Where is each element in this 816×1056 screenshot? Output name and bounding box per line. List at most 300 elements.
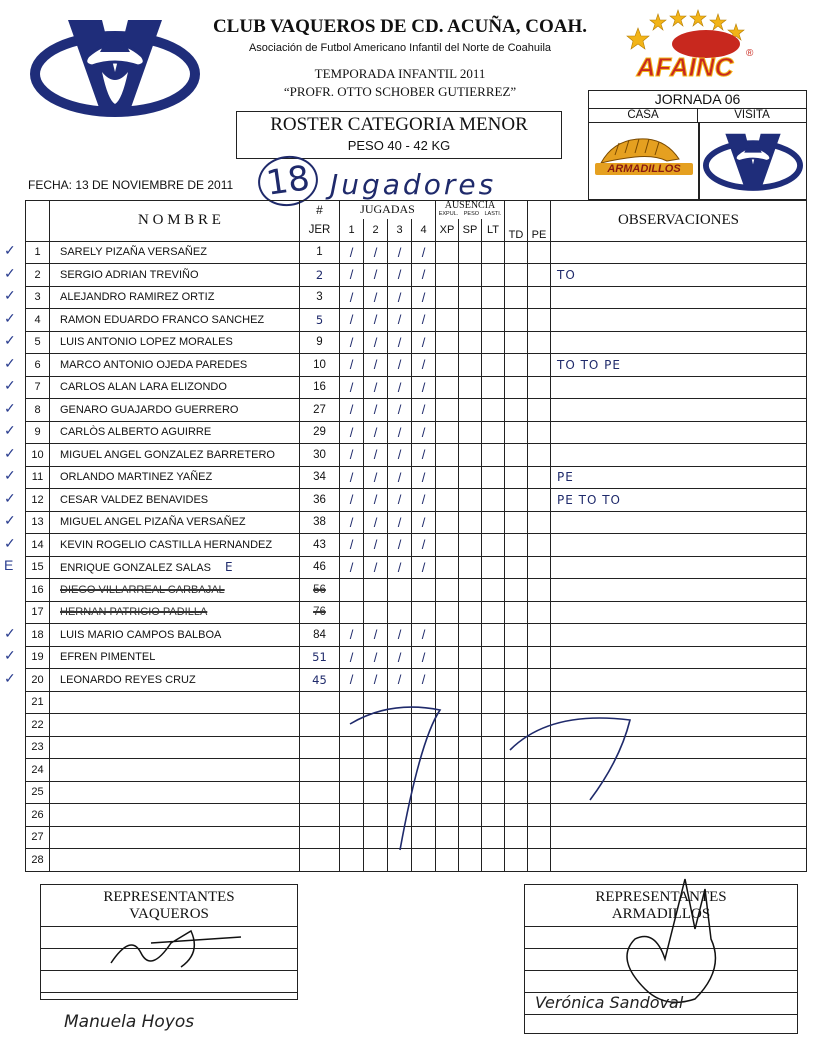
- jugada-3-cell: /: [388, 624, 412, 647]
- ausencia-cell: [482, 534, 505, 557]
- ausencia-cell: [528, 309, 551, 332]
- jugada-3-cell: /: [388, 376, 412, 399]
- ausencia-cell: [505, 376, 528, 399]
- ausencia-cell: [528, 646, 551, 669]
- jugada-3-cell: /: [388, 646, 412, 669]
- check-icon: ✓: [4, 422, 16, 438]
- jer-header: JER: [300, 219, 340, 242]
- jugada-4-header: 4: [412, 219, 436, 242]
- ausencia-cell: [459, 444, 482, 467]
- jersey-number: 30: [300, 444, 340, 467]
- armadillos-wordmark: ARMADILLOS: [595, 163, 693, 175]
- honoree-name: “PROFR. OTTO SCHOBER GUTIERREZ”: [283, 84, 517, 99]
- player-count-handwritten: 18: [255, 152, 321, 210]
- check-icon: ✓: [4, 624, 16, 641]
- player-name: [50, 691, 300, 714]
- observaciones-cell: PE: [551, 466, 807, 489]
- ausencia-cell: [528, 579, 551, 602]
- jugada-4-cell: /: [412, 489, 436, 512]
- jersey-number: 10: [300, 354, 340, 377]
- players-word-handwritten: Jugadores: [330, 168, 497, 201]
- player-name: LEONARDO REYES CRUZ: [50, 669, 300, 692]
- table-row: [26, 556, 807, 579]
- ausencia-cell: [482, 601, 505, 624]
- ausencia-cell: [459, 579, 482, 602]
- jugada-3-cell: /: [388, 511, 412, 534]
- jugada-1-cell: /: [340, 444, 364, 467]
- jornada-title: JORNADA 06: [589, 91, 806, 109]
- jugada-1-cell: /: [340, 646, 364, 669]
- row-number: 11: [26, 466, 50, 489]
- observaciones-cell: [551, 309, 807, 332]
- ausencia-cell: [459, 309, 482, 332]
- jugada-4-cell: /: [412, 444, 436, 467]
- afainc-logo: [618, 8, 758, 88]
- player-name: [50, 849, 300, 872]
- ausencia-cell: [459, 534, 482, 557]
- ausencia-cell: [459, 466, 482, 489]
- ausencia-cell: [436, 534, 459, 557]
- ausencia-cell: [505, 399, 528, 422]
- jugada-4-cell: /: [412, 399, 436, 422]
- player-name: LUIS ANTONIO LOPEZ MORALES: [50, 331, 300, 354]
- ausencia-cell: [459, 489, 482, 512]
- table-row: [26, 421, 807, 444]
- vaqueros-small-logo: [703, 127, 803, 197]
- row-number: 17: [26, 601, 50, 624]
- ausencia-cell: [459, 669, 482, 692]
- jersey-number: 1: [300, 241, 340, 264]
- jugada-4-cell: /: [412, 534, 436, 557]
- ausencia-cell: [528, 534, 551, 557]
- ausencia-cell: [528, 556, 551, 579]
- jugada-2-cell: /: [364, 264, 388, 287]
- observaciones-cell: [551, 399, 807, 422]
- table-row: [26, 466, 807, 489]
- player-name: CESAR VALDEZ BENAVIDES: [50, 489, 300, 512]
- jugada-3-cell: /: [388, 534, 412, 557]
- row-number: 10: [26, 444, 50, 467]
- jugada-1-cell: /: [340, 264, 364, 287]
- jugada-3-header: 3: [388, 219, 412, 242]
- ausencia-cell: [482, 511, 505, 534]
- player-name: [50, 714, 300, 737]
- ausencia-cell: [528, 466, 551, 489]
- jugada-4-cell: /: [412, 624, 436, 647]
- ausencia-cell: [505, 241, 528, 264]
- ausencia-cell: [505, 309, 528, 332]
- check-icon: ✓: [4, 534, 16, 551]
- jugada-1-cell: [340, 579, 364, 602]
- table-row: [26, 646, 807, 669]
- ausencia-cell: [459, 354, 482, 377]
- armadillos-rep-signature-name: Verónica Sandoval: [535, 993, 684, 1012]
- check-icon: ✓: [4, 444, 16, 461]
- jugada-3-cell: /: [388, 489, 412, 512]
- ausencia-cell: [505, 579, 528, 602]
- ausencia-cell: [436, 264, 459, 287]
- ausencia-cell: [528, 421, 551, 444]
- jersey-number: 36: [300, 489, 340, 512]
- ausencia-cell: [459, 331, 482, 354]
- table-row: [26, 534, 807, 557]
- row-number: 12: [26, 489, 50, 512]
- ausencia-cell: [482, 286, 505, 309]
- jersey-number: 46: [300, 556, 340, 579]
- ausencia-cell: [482, 624, 505, 647]
- jugada-2-cell: /: [364, 309, 388, 332]
- jugada-4-cell: /: [412, 331, 436, 354]
- ausencia-cell: [505, 489, 528, 512]
- row-number: 22: [26, 714, 50, 737]
- jugada-2-cell: [364, 579, 388, 602]
- ausencia-cell: [459, 376, 482, 399]
- ausencia-cell: [436, 556, 459, 579]
- ausencia-cell: [459, 421, 482, 444]
- jugada-2-cell: /: [364, 489, 388, 512]
- armadillos-signature-box: [524, 884, 798, 1034]
- player-name: [50, 781, 300, 804]
- xp-header: XP: [436, 219, 459, 242]
- observaciones-cell: [551, 646, 807, 669]
- jugada-2-cell: /: [364, 354, 388, 377]
- row-number: 19: [26, 646, 50, 669]
- observaciones-cell: [551, 421, 807, 444]
- row-number: 20: [26, 669, 50, 692]
- row-number: 5: [26, 331, 50, 354]
- jugada-3-cell: /: [388, 241, 412, 264]
- check-icon: ✓: [4, 354, 16, 371]
- ausencia-cell: [505, 511, 528, 534]
- table-row: [26, 511, 807, 534]
- ausencia-cell: [505, 646, 528, 669]
- ausencia-sub-lasti: LASTI.: [484, 210, 502, 217]
- check-icon: ✓: [4, 287, 16, 303]
- ausencia-cell: [459, 624, 482, 647]
- ausencia-cell: [505, 331, 528, 354]
- row-number: 24: [26, 759, 50, 782]
- table-row: [26, 286, 807, 309]
- vaqueros-signature-scribble: [101, 923, 261, 973]
- table-row: [26, 669, 807, 692]
- date-label: FECHA: 13 DE NOVIEMBRE DE 2011: [28, 178, 234, 192]
- ausencia-cell: [505, 264, 528, 287]
- jugada-2-cell: /: [364, 534, 388, 557]
- row-number: 26: [26, 804, 50, 827]
- jugada-4-cell: /: [412, 286, 436, 309]
- jersey-number: 84: [300, 624, 340, 647]
- ausencia-cell: [482, 579, 505, 602]
- jugada-1-cell: [340, 601, 364, 624]
- player-name: MIGUEL ANGEL GONZALEZ BARRETERO: [50, 444, 300, 467]
- player-name: EFREN PIMENTEL: [50, 646, 300, 669]
- row-number: 23: [26, 736, 50, 759]
- player-name: ALEJANDRO RAMIREZ ORTIZ: [50, 286, 300, 309]
- player-name: HERNAN PATRICIO PADILLA: [50, 601, 300, 624]
- jugada-1-cell: /: [340, 421, 364, 444]
- ausencia-cell: [482, 376, 505, 399]
- jugada-3-cell: /: [388, 669, 412, 692]
- jugada-3-cell: /: [388, 399, 412, 422]
- ausencia-cell: [436, 421, 459, 444]
- jugada-4-cell: /: [412, 264, 436, 287]
- ausencia-cell: [459, 601, 482, 624]
- empty-rows-scribble: [330, 700, 670, 870]
- row-number: 9: [26, 421, 50, 444]
- ausencia-cell: [482, 399, 505, 422]
- ausencia-cell: [505, 354, 528, 377]
- jugada-1-cell: /: [340, 241, 364, 264]
- jugada-4-cell: /: [412, 309, 436, 332]
- ausencia-cell: [505, 444, 528, 467]
- jugada-4-cell: /: [412, 556, 436, 579]
- ausencia-cell: [505, 534, 528, 557]
- jersey-number: 27: [300, 399, 340, 422]
- jugada-1-cell: /: [340, 466, 364, 489]
- lt-header: LT: [482, 219, 505, 242]
- jugada-4-cell: [412, 601, 436, 624]
- jersey-number: 16: [300, 376, 340, 399]
- ausencia-cell: [459, 264, 482, 287]
- jersey-number: 38: [300, 511, 340, 534]
- jugada-4-cell: /: [412, 421, 436, 444]
- jugada-4-cell: /: [412, 376, 436, 399]
- ausencia-cell: [505, 601, 528, 624]
- row-number: 4: [26, 309, 50, 332]
- ausencia-cell: [505, 286, 528, 309]
- ausencia-cell: [459, 241, 482, 264]
- check-icon: ✓: [4, 377, 16, 393]
- afainc-wordmark: AFAINC: [636, 52, 734, 82]
- player-name: [50, 736, 300, 759]
- ausencia-cell: [528, 241, 551, 264]
- roster-title: ROSTER CATEGORIA MENOR: [270, 114, 528, 135]
- vaqueros-rep-signature-name: Manuela Hoyos: [64, 1012, 195, 1032]
- check-icon: ✓: [4, 309, 16, 326]
- jugada-1-cell: /: [340, 376, 364, 399]
- ausencia-cell: [459, 646, 482, 669]
- jugada-3-cell: /: [388, 421, 412, 444]
- ausencia-cell: [528, 264, 551, 287]
- jugada-3-cell: [388, 579, 412, 602]
- ausencia-cell: [505, 669, 528, 692]
- jugada-4-cell: /: [412, 354, 436, 377]
- vaqueros-logo: [30, 12, 200, 124]
- observaciones-cell: PE TO TO: [551, 489, 807, 512]
- jersey-number: 76: [300, 601, 340, 624]
- ausencia-cell: [436, 331, 459, 354]
- jugada-2-cell: /: [364, 646, 388, 669]
- check-icon: E: [4, 557, 14, 573]
- player-name: ENRIQUE GONZALEZ SALAS E: [50, 556, 300, 579]
- jugada-1-cell: /: [340, 624, 364, 647]
- player-name: MIGUEL ANGEL PIZAÑA VERSAÑEZ: [50, 511, 300, 534]
- player-name: CARLÒS ALBERTO AGUIRRE: [50, 421, 300, 444]
- ausencia-cell: [528, 376, 551, 399]
- jugada-2-cell: /: [364, 669, 388, 692]
- jugada-2-cell: /: [364, 331, 388, 354]
- row-number: 8: [26, 399, 50, 422]
- row-number: 15: [26, 556, 50, 579]
- ausencia-cell: [482, 354, 505, 377]
- ausencia-sub-peso: PESO: [463, 210, 480, 217]
- table-row: [26, 579, 807, 602]
- ausencia-cell: [436, 624, 459, 647]
- ausencia-cell: [482, 309, 505, 332]
- player-name: SARELY PIZAÑA VERSAÑEZ: [50, 241, 300, 264]
- jersey-number: 51: [300, 646, 340, 669]
- player-name: [50, 804, 300, 827]
- table-row: [26, 354, 807, 377]
- club-name: CLUB VAQUEROS DE CD. ACUÑA, COAH.: [212, 16, 588, 37]
- ausencia-cell: [436, 489, 459, 512]
- ausencia-cell: [436, 309, 459, 332]
- jugada-4-cell: /: [412, 241, 436, 264]
- row-number: 14: [26, 534, 50, 557]
- jugada-3-cell: /: [388, 264, 412, 287]
- sp-header: SP: [459, 219, 482, 242]
- row-number: 16: [26, 579, 50, 602]
- row-number: 6: [26, 354, 50, 377]
- jugada-2-cell: [364, 601, 388, 624]
- jugada-3-cell: /: [388, 309, 412, 332]
- jersey-number: 43: [300, 534, 340, 557]
- vaqueros-signature-box: [40, 884, 298, 1000]
- ausencia-cell: [436, 646, 459, 669]
- jugada-2-cell: /: [364, 376, 388, 399]
- jugada-4-cell: [412, 579, 436, 602]
- jugada-3-cell: /: [388, 354, 412, 377]
- table-row: [26, 444, 807, 467]
- jugada-3-cell: [388, 601, 412, 624]
- observaciones-cell: TO TO PE: [551, 354, 807, 377]
- jugada-2-cell: /: [364, 286, 388, 309]
- table-row: [26, 601, 807, 624]
- jer-header-top: #: [300, 201, 340, 219]
- jugada-2-header: 2: [364, 219, 388, 242]
- ausencia-cell: [436, 579, 459, 602]
- ausencia-cell: [528, 444, 551, 467]
- table-row: [26, 376, 807, 399]
- ausencia-header: AUSENCIA: [444, 200, 496, 211]
- jersey-number: 34: [300, 466, 340, 489]
- table-row: [26, 241, 807, 264]
- player-name: KEVIN ROGELIO CASTILLA HERNANDEZ: [50, 534, 300, 557]
- observaciones-cell: [551, 241, 807, 264]
- player-name: CARLOS ALAN LARA ELIZONDO: [50, 376, 300, 399]
- observaciones-cell: [551, 534, 807, 557]
- ausencia-cell: [528, 489, 551, 512]
- pe-header: PE: [531, 228, 547, 241]
- jugada-2-cell: /: [364, 399, 388, 422]
- jugada-1-cell: /: [340, 309, 364, 332]
- jugada-4-cell: /: [412, 646, 436, 669]
- jugada-3-cell: /: [388, 444, 412, 467]
- check-icon: ✓: [4, 399, 16, 416]
- jugada-2-cell: /: [364, 624, 388, 647]
- ausencia-cell: [528, 669, 551, 692]
- ausencia-cell: [482, 669, 505, 692]
- observaciones-cell: [551, 556, 807, 579]
- armadillos-rep-title-1: REPRESENTANTES: [595, 889, 727, 905]
- jugada-4-cell: /: [412, 511, 436, 534]
- table-row: [26, 624, 807, 647]
- check-icon: ✓: [4, 242, 16, 258]
- jugada-1-cell: /: [340, 669, 364, 692]
- table-row: [26, 331, 807, 354]
- row-number: 27: [26, 826, 50, 849]
- table-row: [26, 309, 807, 332]
- player-name: LUIS MARIO CAMPOS BALBOA: [50, 624, 300, 647]
- roster-title-box: [236, 111, 562, 159]
- jugada-1-cell: /: [340, 354, 364, 377]
- player-name: [50, 759, 300, 782]
- row15-mark: E: [224, 560, 233, 575]
- ausencia-cell: [482, 646, 505, 669]
- jugada-1-cell: /: [340, 534, 364, 557]
- ausencia-cell: [436, 241, 459, 264]
- jugada-1-cell: /: [340, 556, 364, 579]
- jugada-4-cell: /: [412, 466, 436, 489]
- season-title: TEMPORADA INFANTIL 2011: [314, 66, 486, 81]
- ausencia-cell: [436, 354, 459, 377]
- vaqueros-rep-title-1: REPRESENTANTES: [103, 889, 235, 905]
- observaciones-cell: [551, 511, 807, 534]
- away-label: VISITA: [697, 109, 806, 122]
- ausencia-cell: [436, 444, 459, 467]
- check-icon: ✓: [4, 467, 16, 483]
- ausencia-cell: [482, 444, 505, 467]
- ausencia-cell: [482, 489, 505, 512]
- ausencia-cell: [528, 601, 551, 624]
- armadillos-rep-title-2: ARMADILLOS: [525, 906, 797, 927]
- check-icon: ✓: [4, 647, 16, 663]
- ausencia-cell: [528, 331, 551, 354]
- check-icon: ✓: [4, 512, 16, 528]
- check-icon: ✓: [4, 489, 16, 506]
- jersey-number: 56: [300, 579, 340, 602]
- jugada-2-cell: /: [364, 241, 388, 264]
- ausencia-cell: [482, 264, 505, 287]
- observaciones-cell: [551, 579, 807, 602]
- observaciones-cell: [551, 331, 807, 354]
- player-name: SERGIO ADRIAN TREVIÑO: [50, 264, 300, 287]
- row-number: 13: [26, 511, 50, 534]
- ausencia-cell: [459, 399, 482, 422]
- jugada-2-cell: /: [364, 556, 388, 579]
- jornada-box: [588, 90, 807, 200]
- ausencia-cell: [436, 511, 459, 534]
- ausencia-cell: [459, 286, 482, 309]
- jugada-4-cell: /: [412, 669, 436, 692]
- row-number: 28: [26, 849, 50, 872]
- jugada-3-cell: /: [388, 466, 412, 489]
- ausencia-cell: [436, 601, 459, 624]
- check-icon: ✓: [4, 669, 16, 686]
- jugada-2-cell: /: [364, 466, 388, 489]
- player-name: MARCO ANTONIO OJEDA PAREDES: [50, 354, 300, 377]
- observaciones-cell: [551, 624, 807, 647]
- row-number: 21: [26, 691, 50, 714]
- check-icon: ✓: [4, 264, 16, 281]
- jersey-number: 3: [300, 286, 340, 309]
- player-name: ORLANDO MARTINEZ YAÑEZ: [50, 466, 300, 489]
- ausencia-cell: [528, 511, 551, 534]
- jugada-1-cell: /: [340, 511, 364, 534]
- observaciones-cell: [551, 601, 807, 624]
- ausencia-cell: [505, 556, 528, 579]
- nombre-header: N O M B R E: [50, 201, 300, 242]
